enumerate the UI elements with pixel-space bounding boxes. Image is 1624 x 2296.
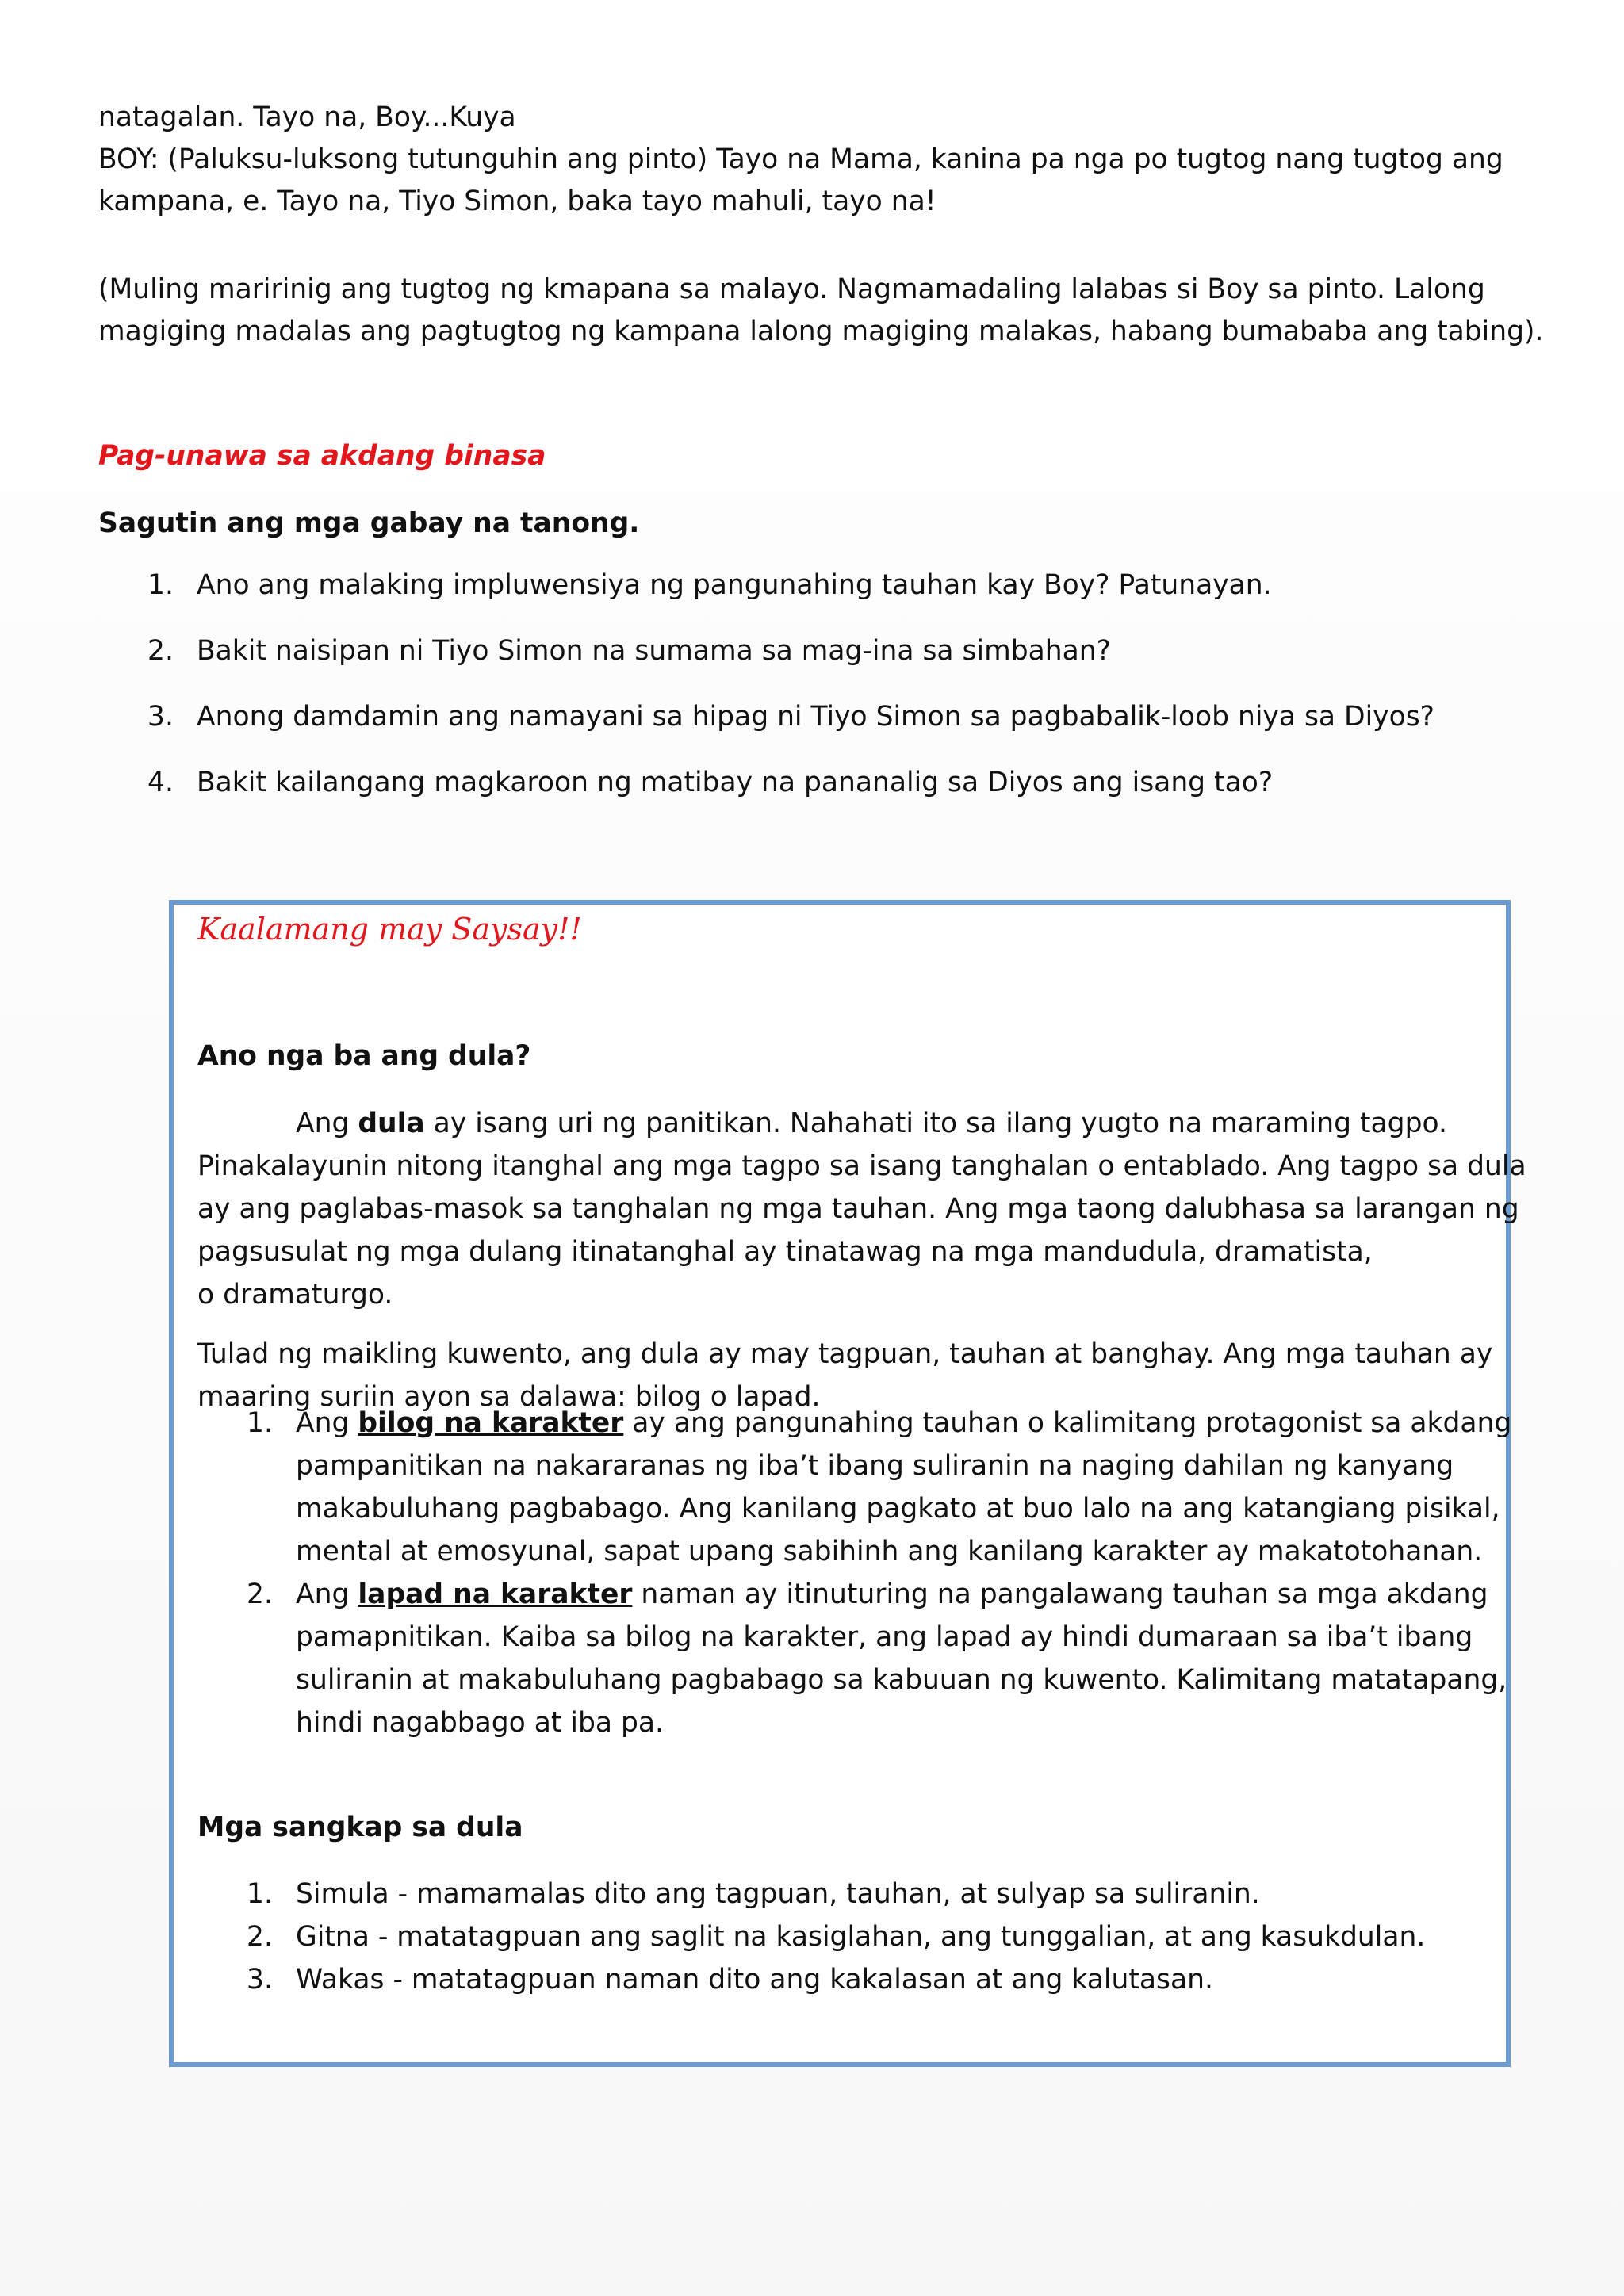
info-box bbox=[169, 900, 1526, 2067]
list-line: pampanitikan na nakararanas ng iba’t ibang suliranin na naging dahilan ng kanyang bbox=[296, 1450, 1454, 1482]
questions-heading: Sagutin ang mga gabay na tanong. bbox=[98, 507, 640, 539]
paragraph-line: Pinakalayunin nitong itanghal ang mga tagpo sa isang tanghalan o entablado. Ang tagpo sa dula bbox=[197, 1150, 1526, 1182]
question-text: Ano ang malaking impluwensiya ng pangunahing tauhan kay Boy? Patunayan. bbox=[197, 569, 1272, 601]
excerpt-line: natagalan. Tayo na, Boy...Kuya bbox=[98, 101, 516, 133]
paragraph-line: o dramaturgo. bbox=[197, 1279, 393, 1311]
dula-paragraph bbox=[197, 1102, 1526, 1316]
text-segment: Ang bbox=[296, 1108, 358, 1139]
list-number: 3. bbox=[247, 1964, 273, 1996]
list-item bbox=[197, 1402, 1511, 1573]
stage-direction-line: magiging madalas ang pagtugtog ng kampana lalong magiging malakas, habang bumababa ang tabing). bbox=[98, 316, 1544, 347]
paragraph-line: pagsusulat ng mga dulang itinatanghal ay tinatawag na mga mandudula, dramatista, bbox=[197, 1236, 1373, 1268]
paragraph-line: Tulad ng maikling kuwento, ang dula ay may tagpuan, tauhan at banghay. Ang mga tauhan ay bbox=[197, 1338, 1493, 1370]
term-bilog-na-karakter: bilog na karakter bbox=[358, 1407, 624, 1439]
excerpt-line: kampana, e. Tayo na, Tiyo Simon, baka tayo mahuli, tayo na! bbox=[98, 186, 936, 217]
term-dula: dula bbox=[358, 1108, 425, 1139]
text-segment: Ang bbox=[296, 1407, 358, 1439]
paragraph-line: maaring suriin ayon sa dalawa: bilog o lapad. bbox=[197, 1381, 821, 1413]
question-number: 4. bbox=[147, 767, 174, 798]
list-line: suliranin at makabuluhang pagbabago sa kabuuan ng kuwento. Kalimitang matatapang, bbox=[296, 1664, 1507, 1696]
text-segment: Ang bbox=[296, 1578, 358, 1610]
list-line: makabuluhang pagbabago. Ang kanilang pagkato at buo lalo na ang katangiang pisikal, bbox=[296, 1493, 1500, 1525]
karakter-list bbox=[197, 1402, 1511, 1744]
question-number: 2. bbox=[147, 635, 174, 667]
list-item bbox=[197, 1573, 1511, 1744]
questions-list bbox=[98, 569, 1526, 832]
play-excerpt bbox=[98, 97, 1510, 223]
stage-direction bbox=[98, 269, 1544, 353]
list-item bbox=[197, 1873, 1425, 1915]
question-text: Anong damdamin ang namayani sa hipag ni Tiyo Simon sa pagbabalik-loob niya sa Diyos? bbox=[197, 701, 1434, 733]
question-item bbox=[98, 635, 1526, 701]
info-box-title: Kaalamang may Saysay!! bbox=[197, 912, 582, 947]
question-text: Bakit naisipan ni Tiyo Simon na sumama sa mag-ina sa simbahan? bbox=[197, 635, 1111, 667]
list-item bbox=[197, 1915, 1425, 1958]
question-text: Bakit kailangang magkaroon ng matibay na pananalig sa Diyos ang isang tao? bbox=[197, 767, 1274, 798]
question-item bbox=[98, 701, 1526, 767]
excerpt-line: BOY: (Paluksu-luksong tutunguhin ang pinto) Tayo na Mama, kanina pa nga po tugtog nang tugtog ang bbox=[98, 144, 1503, 175]
question-number: 1. bbox=[147, 569, 174, 601]
question-item bbox=[98, 767, 1526, 832]
list-text: Wakas - matatagpuan naman dito ang kakalasan at ang kalutasan. bbox=[296, 1964, 1213, 1996]
paragraph-line bbox=[197, 1102, 1526, 1145]
list-line: hindi nagabbago at iba pa. bbox=[296, 1707, 664, 1739]
sangkap-list bbox=[197, 1873, 1425, 2001]
list-number: 2. bbox=[247, 1921, 273, 1953]
list-line: pamapnitikan. Kaiba sa bilog na karakter, ang lapad ay hindi dumaraan sa iba’t ibang bbox=[296, 1621, 1473, 1653]
list-text: Simula - mamamalas dito ang tagpuan, tauhan, at sulyap sa suliranin. bbox=[296, 1878, 1260, 1910]
list-number: 1. bbox=[247, 1878, 273, 1910]
list-text: Gitna - matatagpuan ang saglit na kasiglahan, ang tunggalian, at ang kasukdulan. bbox=[296, 1921, 1426, 1953]
dula-heading: Ano nga ba ang dula? bbox=[197, 1040, 531, 1072]
stage-direction-line: (Muling maririnig ang tugtog ng kmapana sa malayo. Nagmamadaling lalabas si Boy sa pinto. Lalong bbox=[98, 274, 1485, 305]
list-number: 1. bbox=[247, 1407, 273, 1439]
term-lapad-na-karakter: lapad na karakter bbox=[358, 1578, 633, 1610]
paragraph-line: ay ang paglabas-masok sa tanghalan ng mga tauhan. Ang mga taong dalubhasa sa larangan ng bbox=[197, 1193, 1519, 1225]
list-line: mental at emosyunal, sapat upang sabihinh ang kanilang karakter ay makatotohanan. bbox=[296, 1536, 1483, 1567]
section-heading: Pag-unawa sa akdang binasa bbox=[98, 440, 546, 472]
question-item bbox=[98, 569, 1526, 635]
text-segment: ay isang uri ng panitikan. Nahahati ito sa ilang yugto na maraming tagpo. bbox=[424, 1108, 1447, 1139]
text-segment: ay ang pangunahing tauhan o kalimitang protagonist sa akdang bbox=[623, 1407, 1512, 1439]
list-number: 2. bbox=[247, 1578, 273, 1610]
sangkap-heading: Mga sangkap sa dula bbox=[197, 1812, 523, 1843]
text-segment: naman ay itinuturing na pangalawang tauhan sa mga akdang bbox=[632, 1578, 1488, 1610]
question-number: 3. bbox=[147, 701, 174, 733]
list-item bbox=[197, 1958, 1425, 2001]
